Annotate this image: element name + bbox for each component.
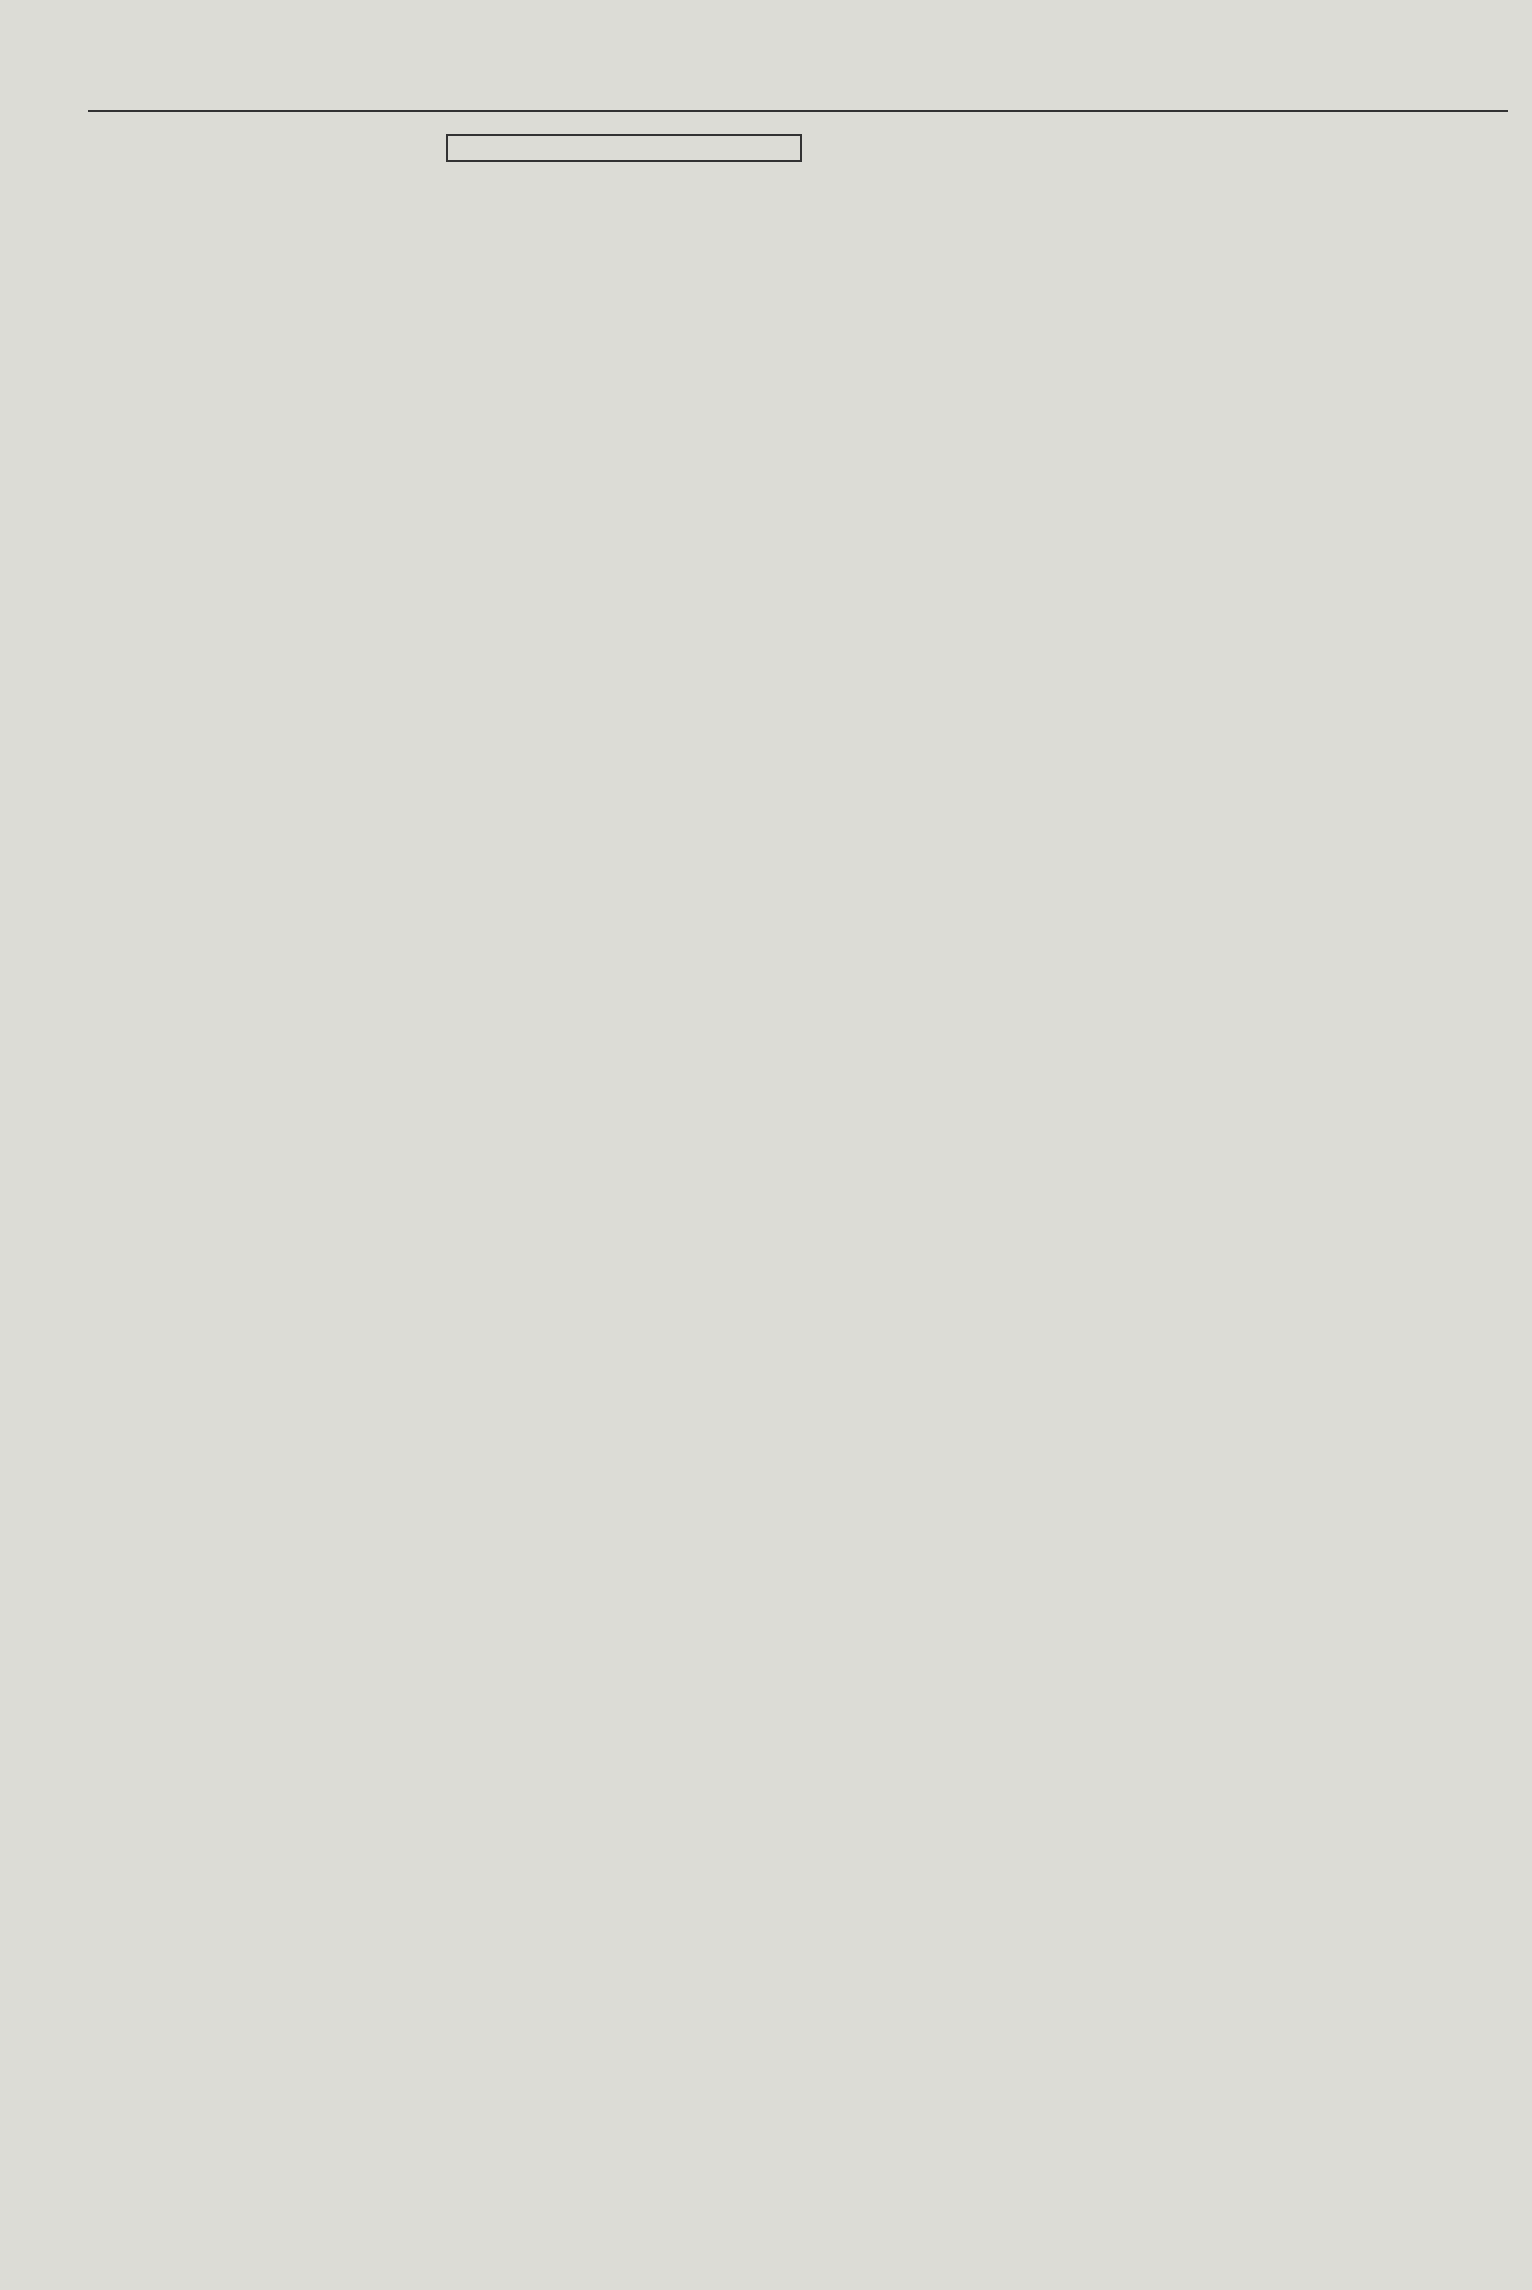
page-header: [88, 56, 1508, 112]
column-2: [446, 126, 802, 176]
diakonissen-box: [446, 134, 802, 162]
